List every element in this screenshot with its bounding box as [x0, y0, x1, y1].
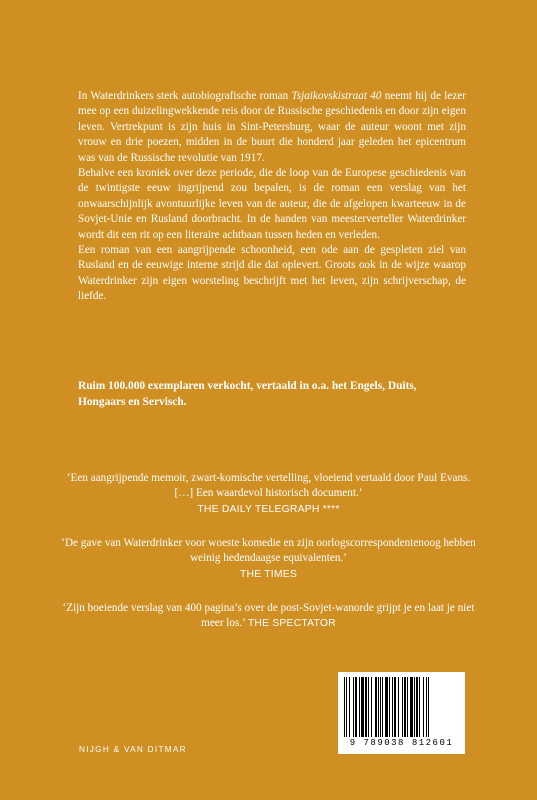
barcode-bars: [342, 677, 461, 737]
barcode-stripe: [382, 677, 383, 737]
barcode: [338, 672, 465, 754]
barcode-stripe: [371, 677, 372, 737]
barcode-stripe: [428, 677, 429, 737]
review-source: THE DAILY TELEGRAPH ****: [197, 503, 340, 515]
blurb-paragraph-2: Behalve een kroniek over deze periode, die de loop van de Europese geschiedenis van de twintigste eeuw ingrijpend zou bepalen, is de roman een verslag van het onwaarschijnlijk avontuurlijke leven van de auteur, die de afgelopen kwarteeuw in de Sovjet-Unie en Rusland doorbracht. In de handen van meesterverteller Waterdrinker wordt dit een rit op een literaire achtbaan tussen heden en verleden.: [78, 167, 466, 241]
barcode-stripe: [404, 677, 406, 737]
barcode-stripe: [407, 677, 408, 737]
barcode-stripe: [380, 677, 381, 737]
barcode-stripe: [398, 677, 399, 737]
blurb-paragraph-3: Een roman van een aangrijpende schoonheid, een ode aan de gespleten ziel van Rusland en de eeuwige interne strijd die dat oplevert. Groots ook in de wijze waarop Waterdrinker zijn eigen worsteling beschrijft met het leven, zijn schrijverschap, de liefde.: [78, 244, 466, 303]
barcode-stripe: [361, 677, 364, 737]
barcode-stripe: [368, 677, 369, 737]
barcode-stripe: [426, 677, 427, 737]
barcode-stripe: [410, 677, 413, 737]
review-source: THE SPECTATOR: [247, 618, 336, 630]
blurb: [78, 89, 466, 305]
barcode-stripe: [423, 677, 424, 737]
sales-statement: Ruim 100.000 exemplaren verkocht, vertaald in o.a. het Engels, Duits, Hongaars en Servisch.: [78, 380, 417, 408]
blurb-paragraph-1: In Waterdrinkers sterk autobiografische roman Tsjaikovskistraat 40 neemt hij de lezer mee op een duizelingwekkende reis door de Russische geschiedenis en door zijn eigen leven. Vertrekpunt is zijn huis in Sint-Petersburg, waar de auteur woont met zijn vrouw en drie poezen, midden in de buurt die honderd jaar geleden het epicentrum was van de Russische revolutie van 1917.: [78, 90, 467, 164]
review-quote-1: [60, 471, 477, 517]
review-quote-3: [60, 601, 477, 632]
barcode-stripe: [346, 677, 347, 737]
review-quote-2: [60, 536, 477, 582]
barcode-stripe: [392, 677, 393, 737]
review-text: ‘Een aangrijpende memoir, zwart-komische vertelling, vloeiend vertaald door Paul Evans. […] Een waardevol historisch document.’: [66, 472, 471, 500]
barcode-stripe: [349, 677, 350, 737]
barcode-stripe: [416, 677, 418, 737]
barcode-stripe: [378, 677, 379, 737]
barcode-stripe: [359, 677, 360, 737]
review-source: THE TIMES: [239, 568, 298, 580]
barcode-stripe: [385, 677, 388, 737]
barcode-stripe: [419, 677, 420, 737]
publisher-name: NIJGH & VAN DITMAR: [79, 745, 187, 754]
barcode-stripe: [402, 677, 403, 737]
barcode-stripe: [355, 677, 357, 737]
barcode-stripe: [375, 677, 377, 737]
barcode-stripe: [353, 677, 354, 737]
book-title: Tsjaikovskistraat 40: [291, 90, 382, 102]
review-text: ‘Zijn boeiende verslag van 400 pagina’s over de post-Sovjet-wanorde grijpt je en laat je niet meer los.’: [62, 602, 475, 630]
isbn-number: 9 789038 812601: [349, 738, 454, 748]
barcode-stripe: [365, 677, 367, 737]
barcode-stripe: [389, 677, 390, 737]
review-text: ‘De gave van Waterdrinker voor woeste komedie en zijn oorlogscorrespondentenoog hebben weinig hedendaagse equivalenten.’: [61, 537, 476, 565]
barcode-stripe: [344, 677, 345, 737]
barcode-stripe: [414, 677, 415, 737]
barcode-stripe: [394, 677, 396, 737]
